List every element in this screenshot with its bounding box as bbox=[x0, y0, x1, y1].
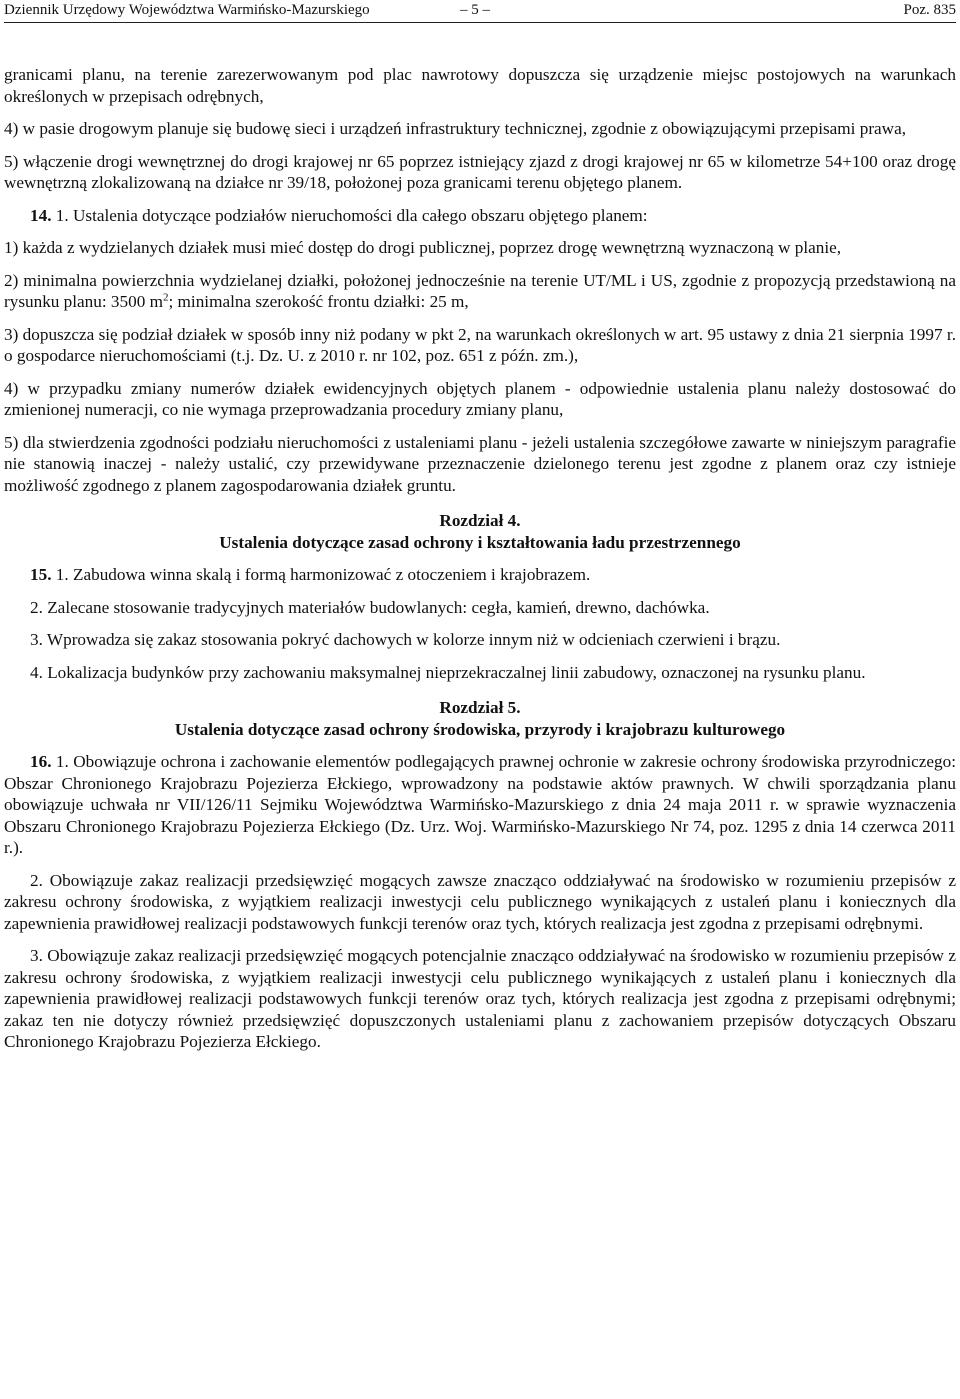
section-14-item-5: 5) dla stwierdzenia zgodności podziału nieruchomości z ustaleniami planu - jeżeli ustalenia szczegółowe zawarte w niniejszym paragrafie nie stanowią inaczej - należy ustalić, czy przewidywane przeznaczenie dzielonego terenu jest zgodne z planem oraz czy istnieje możliwość zgodnego z planem zagospodarowania działek gruntu. bbox=[4, 432, 956, 495]
section-16-intro bbox=[4, 751, 956, 859]
section-14-item-3: 3) dopuszcza się podział działek w sposób inny niż podany w pkt 2, na warunkach określonych w art. 95 ustawy z dnia 21 sierpnia 1997 r. o gospodarce nieruchomościami (t.j. Dz. U. z 2010 r. nr 102, poz. 651 z późn. zm.), bbox=[4, 324, 956, 365]
section-14-text: 1. Ustalenia dotyczące podziałów nieruchomości dla całego obszaru objętego planem: bbox=[51, 205, 648, 225]
section-16-point-3: 3. Obowiązuje zakaz realizacji przedsięwzięć mogących potencjalnie znacząco oddziaływać na środowisko w rozumieniu przepisów z zakresu ochrony środowiska, z wyjątkiem realizacji inwestycji celu publicznego wynikających z ustaleń planu i koniecznych dla zapewnienia prawidłowej realizacji podstawowych funkcji terenów oraz tych, których realizacja jest zgodna z przepisami odrębnymi; zakaz ten nie dotyczy również przedsięwzięć dopuszczonych ustaleniami planu z zachowaniem przepisów dotyczących Obszaru Chronionego Krajobrazu Pojezierza Ełckiego. bbox=[4, 946, 956, 1051]
chapter-5-title: Ustalenia dotyczące zasad ochrony środowiska, przyrody i krajobrazu kulturowego bbox=[174, 719, 786, 739]
section-15-intro bbox=[4, 564, 956, 586]
section-16-text: 1. Obowiązuje ochrona i zachowanie elementów podlegających prawnej ochronie w zakresie ochrony środowiska przyrodniczego: Obszar Chronionego Krajobrazu Pojezierza Ełckiego, wprowadzony na podstawie aktów prawnych. W chwili sporządzania planu obowiązuje uchwała nr VII/126/11 Sejmiku Województwa Warmińsko-Mazurskiego z dnia 24 maja 2011 r. w sprawie wyznaczenia Obszaru Chronionego Krajobrazu Pojezierza Ełckiego (Dz. Urz. Woj. Warmińsko-Mazurskiego Nr 74, poz. 1295 z dnia 14 czerwca 2011 r.). bbox=[4, 752, 956, 857]
section-15-point-4: 4. Lokalizacja budynków przy zachowaniu maksymalnej nieprzekraczalnej linii zabudowy, oznaczonej na rysunku planu. bbox=[30, 662, 866, 682]
section-14-item-4: 4) w przypadku zmiany numerów działek ewidencyjnych objętych planem - odpowiednie ustalenia planu należy dostosować do zmienionej numeracji, co nie wymaga przeprowadzania procedury zmiany planu, bbox=[4, 378, 956, 419]
chapter-5-heading: Rozdział 5. bbox=[439, 698, 521, 717]
list-item-4: 4) w pasie drogowym planuje się budowę sieci i urządzeń infrastruktury technicznej, zgodnie z obowiązującymi przepisami prawa, bbox=[4, 119, 907, 138]
section-15-point-2: 2. Zalecane stosowanie tradycyjnych materiałów budowlanych: cegła, kamień, drewno, dachówka. bbox=[30, 597, 710, 617]
chapter-4-heading: Rozdział 4. bbox=[439, 511, 521, 530]
journal-title: Dziennik Urzędowy Województwa Warmińsko-Mazurskiego bbox=[4, 2, 370, 18]
section-14-item-2-text-end: ; minimalna szerokość frontu działki: 25 m, bbox=[168, 292, 469, 311]
section-number-14: 14. bbox=[30, 205, 52, 225]
chapter-4-title: Ustalenia dotyczące zasad ochrony i kształtowania ładu przestrzennego bbox=[219, 532, 741, 552]
page-number: – 5 – bbox=[460, 2, 490, 18]
section-number-15: 15. bbox=[30, 565, 52, 584]
section-14-item-2 bbox=[4, 270, 956, 313]
position-number: Poz. 835 bbox=[903, 2, 956, 18]
section-14-intro bbox=[4, 205, 956, 227]
section-14-item-1: 1) każda z wydzielanych działek musi mieć dostęp do drogi publicznej, poprzez drogę wewnętrzną wyznaczoną w planie, bbox=[4, 238, 842, 257]
section-15-point-3: 3. Wprowadza się zakaz stosowania pokryć dachowych w kolorze innym niż w odcieniach czerwieni i brązu. bbox=[30, 630, 781, 649]
section-15-text: 1. Zabudowa winna skalą i formą harmonizować z otoczeniem i krajobrazem. bbox=[51, 565, 591, 584]
continued-paragraph: granicami planu, na terenie zarezerwowanym pod plac nawrotowy dopuszcza się urządzenie miejsc postojowych na warunkach określonych w przepisach odrębnych, bbox=[4, 65, 956, 106]
section-14-item-2-text: 2) minimalna powierzchnia wydzielanej działki, położonej jednocześnie na terenie UT/ML i US, zgodnie z propozycją przedstawioną na rysunku planu: 3500 m bbox=[4, 270, 956, 311]
document-body bbox=[4, 64, 956, 1064]
page-header bbox=[4, 0, 956, 23]
list-item-5: 5) włączenie drogi wewnętrznej do drogi krajowej nr 65 poprzez istniejący zjazd z drogi krajowej nr 65 w kilometrze 54+100 oraz drogę wewnętrzną zlokalizowaną na działce nr 39/18, położonej poza granicami terenu objętego planem. bbox=[4, 151, 956, 192]
section-number-16: 16. bbox=[30, 752, 52, 771]
section-16-point-2: 2. Obowiązuje zakaz realizacji przedsięwzięć mogących zawsze znacząco oddziaływać na środowisko w rozumieniu przepisów z zakresu ochrony środowiska, z wyjątkiem realizacji inwestycji celu publicznego wynikających z ustaleń planu i koniecznych dla zapewnienia prawidłowej realizacji podstawowych funkcji terenów oraz tych, których realizacja jest zgodna z przepisami odrębnymi. bbox=[4, 870, 956, 933]
superscript: 2 bbox=[162, 291, 169, 304]
